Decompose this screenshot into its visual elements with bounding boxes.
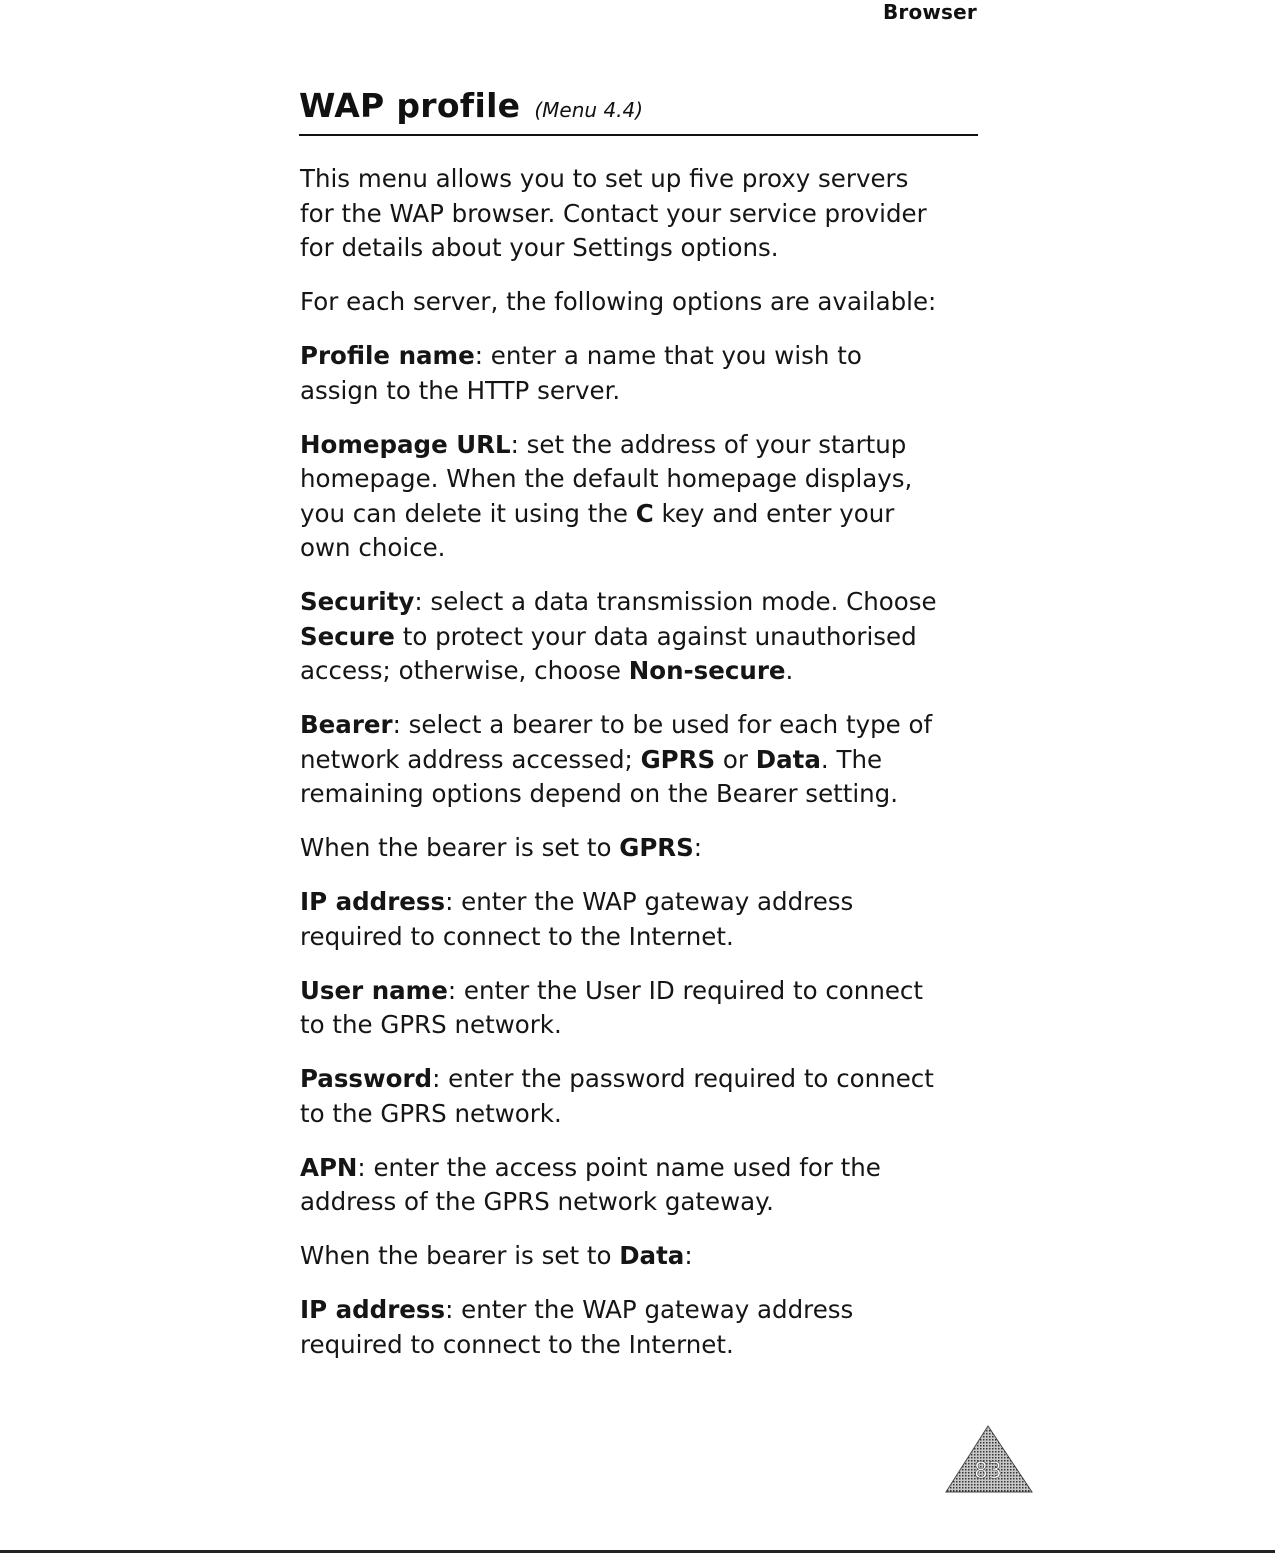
term-user-name: User name bbox=[300, 975, 448, 1005]
text-fragment: : enter the User ID required to connect bbox=[447, 975, 924, 1005]
text-fragment: or bbox=[715, 744, 756, 774]
option-non-secure: Non-secure bbox=[628, 656, 786, 685]
text-line: required to connect to the Internet. bbox=[300, 921, 734, 951]
paragraph-homepage-url bbox=[300, 428, 990, 566]
text-line: assign to the HTTP server. bbox=[300, 375, 621, 405]
text-fragment: When the bearer is set to bbox=[300, 833, 620, 862]
text-fragment: . The bbox=[820, 744, 883, 774]
term-ip-address: IP address bbox=[300, 1295, 446, 1324]
paragraph-profile-name bbox=[300, 339, 990, 408]
key-c: C bbox=[635, 498, 654, 528]
text-fragment: : enter the WAP gateway address bbox=[445, 1295, 854, 1324]
text-line: for the WAP browser. Contact your service provider bbox=[300, 198, 927, 228]
text-fragment: key and enter your bbox=[653, 498, 895, 528]
option-data: Data bbox=[755, 744, 821, 774]
paragraph-password bbox=[300, 1062, 990, 1131]
text-line: homepage. When the default homepage displays, bbox=[300, 464, 913, 493]
text-fragment: access; otherwise, choose bbox=[300, 656, 629, 685]
option-secure: Secure bbox=[300, 621, 395, 651]
menu-reference: (Menu 4.4) bbox=[534, 98, 644, 122]
paragraph-apn bbox=[300, 1151, 990, 1220]
paragraph-data-intro bbox=[300, 1239, 990, 1274]
term-security: Security bbox=[300, 587, 415, 616]
text-line: This menu allows you to set up five proxy servers bbox=[300, 164, 909, 193]
paragraph-ip-address-data bbox=[300, 1293, 990, 1362]
text-fragment: : set the address of your startup bbox=[510, 429, 907, 459]
page-number-badge bbox=[944, 1424, 1034, 1494]
text-line: required to connect to the Internet. bbox=[300, 1329, 734, 1359]
term-profile-name: Profile name bbox=[300, 341, 475, 370]
text-fragment: : enter the access point name used for the bbox=[357, 1152, 881, 1182]
text-line: address of the GPRS network gateway. bbox=[300, 1187, 774, 1216]
paragraph-security bbox=[300, 585, 990, 689]
text-fragment: to protect your data against unauthorised bbox=[394, 621, 917, 651]
text-line: remaining options depend on the Bearer setting. bbox=[300, 779, 899, 808]
text-fragment: : select a data transmission mode. Choose bbox=[414, 587, 937, 616]
text-line: own choice. bbox=[300, 533, 446, 562]
paragraph-options-intro bbox=[300, 285, 990, 320]
paragraph-gprs-intro bbox=[300, 831, 990, 866]
text-line: for details about your Settings options. bbox=[300, 233, 779, 262]
text-fragment: : enter the WAP gateway address bbox=[445, 887, 854, 916]
paragraph-user-name bbox=[300, 974, 990, 1043]
value-gprs: GPRS bbox=[619, 833, 694, 862]
paragraph-ip-address-gprs bbox=[300, 885, 990, 954]
page-number: 83 bbox=[974, 1459, 1002, 1484]
text-fragment: : enter a name that you wish to bbox=[474, 341, 862, 370]
text-line: to the GPRS network. bbox=[300, 1098, 562, 1128]
paragraph-bearer bbox=[300, 708, 990, 812]
term-bearer: Bearer bbox=[300, 710, 393, 739]
paragraph-intro bbox=[300, 162, 990, 266]
text-fragment: : bbox=[684, 1241, 693, 1270]
page-title: WAP profile bbox=[299, 86, 521, 125]
text-fragment: : bbox=[693, 833, 703, 862]
running-header: Browser bbox=[882, 0, 977, 24]
bottom-divider bbox=[0, 1550, 1275, 1553]
term-apn: APN bbox=[300, 1152, 358, 1182]
text-fragment: : enter the password required to connect bbox=[432, 1064, 934, 1093]
term-ip-address: IP address bbox=[300, 887, 446, 916]
value-data: Data bbox=[619, 1241, 685, 1270]
term-password: Password bbox=[300, 1064, 433, 1093]
triangle-icon bbox=[944, 1424, 1034, 1494]
text-fragment: network address accessed; bbox=[300, 744, 641, 774]
text-fragment: When the bearer is set to bbox=[300, 1241, 620, 1270]
option-gprs: GPRS bbox=[640, 744, 716, 774]
text-fragment: . bbox=[785, 656, 794, 685]
text-line: to the GPRS network. bbox=[300, 1010, 562, 1039]
section-heading bbox=[299, 84, 978, 136]
text-fragment: : select a bearer to be used for each type of bbox=[392, 710, 933, 739]
term-homepage-url: Homepage URL bbox=[300, 429, 511, 459]
text-line: For each server, the following options are available: bbox=[300, 287, 937, 316]
text-fragment: you can delete it using the bbox=[300, 498, 636, 528]
body-text bbox=[300, 162, 990, 1382]
